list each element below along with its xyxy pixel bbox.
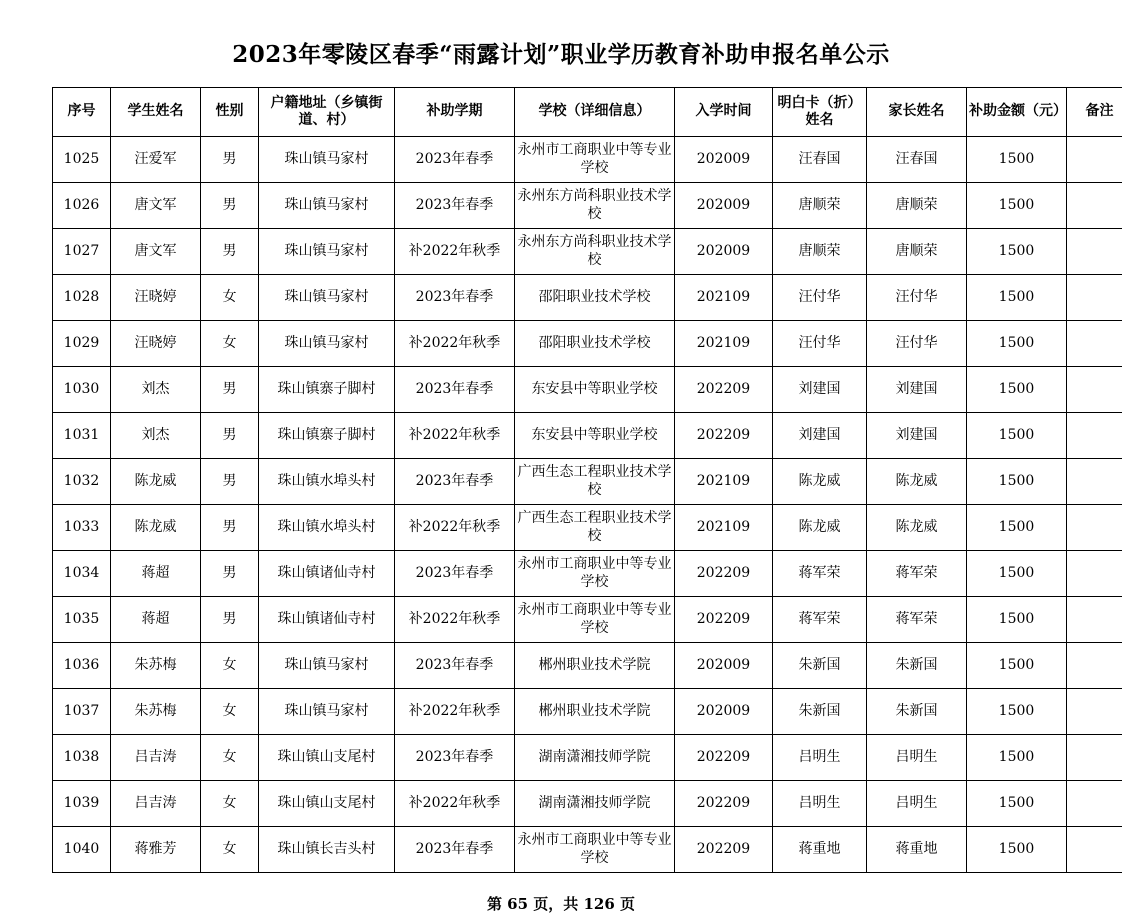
cell-student-name: 唐文军	[111, 183, 201, 229]
cell-amount: 1500	[967, 551, 1067, 597]
cell-term: 补2022年秋季	[395, 321, 515, 367]
cell-enrollment-time: 202209	[675, 551, 773, 597]
cell-gender: 女	[201, 321, 259, 367]
cell-address: 珠山镇寨子脚村	[259, 413, 395, 459]
cell-enrollment-time: 202209	[675, 735, 773, 781]
cell-school: 永州东方尚科职业技术学校	[515, 229, 675, 275]
cell-enrollment-time: 202009	[675, 643, 773, 689]
cell-gender: 男	[201, 597, 259, 643]
cell-index: 1038	[53, 735, 111, 781]
page-footer: 第 65 页，共 126 页	[0, 873, 1122, 914]
cell-address: 珠山镇长吉头村	[259, 827, 395, 873]
cell-student-name: 吕吉涛	[111, 781, 201, 827]
applicants-table	[52, 87, 1122, 873]
cell-address: 珠山镇马家村	[259, 229, 395, 275]
cell-index: 1030	[53, 367, 111, 413]
cell-school: 东安县中等职业学校	[515, 367, 675, 413]
cell-school: 永州东方尚科职业技术学校	[515, 183, 675, 229]
cell-term: 补2022年秋季	[395, 781, 515, 827]
cell-term: 2023年春季	[395, 643, 515, 689]
cell-card-name: 蒋军荣	[773, 551, 867, 597]
cell-enrollment-time: 202009	[675, 137, 773, 183]
cell-enrollment-time: 202109	[675, 275, 773, 321]
cell-amount: 1500	[967, 735, 1067, 781]
cell-parent-name: 吕明生	[867, 781, 967, 827]
cell-enrollment-time: 202209	[675, 827, 773, 873]
cell-parent-name: 刘建国	[867, 367, 967, 413]
cell-card-name: 汪付华	[773, 275, 867, 321]
column-header-card-name: 明白卡（折）姓名	[773, 88, 867, 137]
cell-gender: 男	[201, 413, 259, 459]
table-row	[53, 643, 1122, 689]
cell-gender: 男	[201, 183, 259, 229]
cell-parent-name: 唐顺荣	[867, 229, 967, 275]
table-row	[53, 229, 1122, 275]
cell-parent-name: 汪付华	[867, 275, 967, 321]
cell-gender: 女	[201, 275, 259, 321]
table-row	[53, 413, 1122, 459]
cell-amount: 1500	[967, 459, 1067, 505]
table-container	[0, 87, 1122, 873]
cell-remark	[1067, 229, 1122, 275]
cell-card-name: 刘建国	[773, 367, 867, 413]
cell-amount: 1500	[967, 413, 1067, 459]
page-title: 2023年零陵区春季“雨露计划”职业学历教育补助申报名单公示	[0, 0, 1122, 87]
cell-gender: 女	[201, 827, 259, 873]
cell-parent-name: 汪付华	[867, 321, 967, 367]
cell-term: 2023年春季	[395, 735, 515, 781]
cell-amount: 1500	[967, 827, 1067, 873]
cell-enrollment-time: 202109	[675, 459, 773, 505]
cell-index: 1039	[53, 781, 111, 827]
column-header-index: 序号	[53, 88, 111, 137]
column-header-amount: 补助金额（元）	[967, 88, 1067, 137]
cell-student-name: 刘杰	[111, 367, 201, 413]
cell-amount: 1500	[967, 597, 1067, 643]
cell-remark	[1067, 367, 1122, 413]
cell-index: 1025	[53, 137, 111, 183]
table-row	[53, 275, 1122, 321]
cell-index: 1036	[53, 643, 111, 689]
cell-term: 补2022年秋季	[395, 597, 515, 643]
cell-student-name: 汪晓婷	[111, 321, 201, 367]
cell-term: 补2022年秋季	[395, 689, 515, 735]
cell-index: 1029	[53, 321, 111, 367]
cell-term: 2023年春季	[395, 459, 515, 505]
cell-address: 珠山镇马家村	[259, 321, 395, 367]
cell-term: 2023年春季	[395, 275, 515, 321]
cell-school: 广西生态工程职业技术学校	[515, 459, 675, 505]
column-header-school: 学校（详细信息）	[515, 88, 675, 137]
cell-gender: 女	[201, 643, 259, 689]
cell-address: 珠山镇水埠头村	[259, 459, 395, 505]
column-header-parent-name: 家长姓名	[867, 88, 967, 137]
cell-enrollment-time: 202109	[675, 505, 773, 551]
table-row	[53, 689, 1122, 735]
cell-enrollment-time: 202109	[675, 321, 773, 367]
cell-school: 东安县中等职业学校	[515, 413, 675, 459]
cell-index: 1034	[53, 551, 111, 597]
cell-enrollment-time: 202209	[675, 597, 773, 643]
column-header-remark: 备注	[1067, 88, 1122, 137]
table-row	[53, 781, 1122, 827]
cell-card-name: 吕明生	[773, 735, 867, 781]
cell-remark	[1067, 459, 1122, 505]
cell-student-name: 朱苏梅	[111, 689, 201, 735]
cell-card-name: 朱新国	[773, 643, 867, 689]
cell-address: 珠山镇马家村	[259, 137, 395, 183]
cell-student-name: 汪晓婷	[111, 275, 201, 321]
cell-index: 1033	[53, 505, 111, 551]
table-row	[53, 321, 1122, 367]
cell-term: 2023年春季	[395, 367, 515, 413]
cell-address: 珠山镇诸仙寺村	[259, 597, 395, 643]
cell-school: 郴州职业技术学院	[515, 643, 675, 689]
cell-gender: 男	[201, 551, 259, 597]
cell-parent-name: 刘建国	[867, 413, 967, 459]
table-row	[53, 551, 1122, 597]
cell-card-name: 吕明生	[773, 781, 867, 827]
cell-student-name: 陈龙威	[111, 459, 201, 505]
cell-enrollment-time: 202009	[675, 689, 773, 735]
cell-amount: 1500	[967, 321, 1067, 367]
cell-amount: 1500	[967, 229, 1067, 275]
cell-amount: 1500	[967, 643, 1067, 689]
cell-card-name: 朱新国	[773, 689, 867, 735]
cell-address: 珠山镇水埠头村	[259, 505, 395, 551]
cell-enrollment-time: 202209	[675, 413, 773, 459]
cell-card-name: 唐顺荣	[773, 183, 867, 229]
table-row	[53, 597, 1122, 643]
cell-remark	[1067, 183, 1122, 229]
cell-term: 补2022年秋季	[395, 229, 515, 275]
cell-student-name: 蒋超	[111, 597, 201, 643]
cell-card-name: 陈龙威	[773, 459, 867, 505]
cell-gender: 男	[201, 367, 259, 413]
cell-remark	[1067, 551, 1122, 597]
column-header-gender: 性别	[201, 88, 259, 137]
cell-gender: 女	[201, 735, 259, 781]
cell-amount: 1500	[967, 275, 1067, 321]
cell-gender: 男	[201, 229, 259, 275]
cell-parent-name: 蒋军荣	[867, 597, 967, 643]
cell-parent-name: 唐顺荣	[867, 183, 967, 229]
cell-term: 2023年春季	[395, 551, 515, 597]
cell-amount: 1500	[967, 367, 1067, 413]
cell-remark	[1067, 275, 1122, 321]
table-row	[53, 827, 1122, 873]
cell-index: 1037	[53, 689, 111, 735]
cell-remark	[1067, 643, 1122, 689]
cell-parent-name: 朱新国	[867, 689, 967, 735]
cell-term: 2023年春季	[395, 183, 515, 229]
cell-card-name: 陈龙威	[773, 505, 867, 551]
cell-student-name: 蒋雅芳	[111, 827, 201, 873]
cell-card-name: 唐顺荣	[773, 229, 867, 275]
table-row	[53, 459, 1122, 505]
cell-remark	[1067, 827, 1122, 873]
cell-address: 珠山镇寨子脚村	[259, 367, 395, 413]
cell-remark	[1067, 413, 1122, 459]
table-row	[53, 505, 1122, 551]
cell-enrollment-time: 202009	[675, 229, 773, 275]
cell-remark	[1067, 689, 1122, 735]
cell-index: 1026	[53, 183, 111, 229]
cell-school: 永州市工商职业中等专业学校	[515, 597, 675, 643]
cell-student-name: 汪爱军	[111, 137, 201, 183]
cell-address: 珠山镇马家村	[259, 643, 395, 689]
cell-address: 珠山镇马家村	[259, 275, 395, 321]
cell-remark	[1067, 735, 1122, 781]
cell-index: 1032	[53, 459, 111, 505]
cell-school: 永州市工商职业中等专业学校	[515, 137, 675, 183]
cell-card-name: 汪付华	[773, 321, 867, 367]
cell-remark	[1067, 505, 1122, 551]
cell-parent-name: 蒋重地	[867, 827, 967, 873]
cell-parent-name: 陈龙威	[867, 505, 967, 551]
cell-student-name: 唐文军	[111, 229, 201, 275]
cell-card-name: 蒋重地	[773, 827, 867, 873]
cell-term: 2023年春季	[395, 827, 515, 873]
cell-remark	[1067, 321, 1122, 367]
cell-gender: 女	[201, 689, 259, 735]
cell-student-name: 刘杰	[111, 413, 201, 459]
column-header-term: 补助学期	[395, 88, 515, 137]
cell-student-name: 蒋超	[111, 551, 201, 597]
cell-parent-name: 蒋军荣	[867, 551, 967, 597]
cell-school: 永州市工商职业中等专业学校	[515, 827, 675, 873]
cell-parent-name: 陈龙威	[867, 459, 967, 505]
column-header-enrollment-time: 入学时间	[675, 88, 773, 137]
cell-enrollment-time: 202209	[675, 367, 773, 413]
cell-gender: 女	[201, 781, 259, 827]
cell-amount: 1500	[967, 781, 1067, 827]
cell-card-name: 汪春国	[773, 137, 867, 183]
cell-card-name: 蒋军荣	[773, 597, 867, 643]
cell-term: 2023年春季	[395, 137, 515, 183]
column-header-address: 户籍地址（乡镇街道、村）	[259, 88, 395, 137]
cell-term: 补2022年秋季	[395, 505, 515, 551]
cell-enrollment-time: 202009	[675, 183, 773, 229]
cell-amount: 1500	[967, 137, 1067, 183]
table-header	[53, 88, 1122, 137]
cell-enrollment-time: 202209	[675, 781, 773, 827]
cell-index: 1027	[53, 229, 111, 275]
cell-amount: 1500	[967, 183, 1067, 229]
cell-school: 广西生态工程职业技术学校	[515, 505, 675, 551]
cell-remark	[1067, 137, 1122, 183]
cell-address: 珠山镇诸仙寺村	[259, 551, 395, 597]
cell-address: 珠山镇山支尾村	[259, 781, 395, 827]
cell-index: 1028	[53, 275, 111, 321]
cell-school: 湖南潇湘技师学院	[515, 735, 675, 781]
cell-school: 邵阳职业技术学校	[515, 275, 675, 321]
column-header-student-name: 学生姓名	[111, 88, 201, 137]
cell-index: 1040	[53, 827, 111, 873]
cell-remark	[1067, 781, 1122, 827]
table-header-row	[53, 88, 1122, 137]
cell-school: 邵阳职业技术学校	[515, 321, 675, 367]
table-row	[53, 137, 1122, 183]
table-row	[53, 367, 1122, 413]
cell-index: 1031	[53, 413, 111, 459]
table-row	[53, 735, 1122, 781]
cell-remark	[1067, 597, 1122, 643]
cell-school: 永州市工商职业中等专业学校	[515, 551, 675, 597]
cell-parent-name: 吕明生	[867, 735, 967, 781]
table-body	[53, 137, 1122, 873]
cell-address: 珠山镇山支尾村	[259, 735, 395, 781]
cell-parent-name: 汪春国	[867, 137, 967, 183]
cell-student-name: 陈龙威	[111, 505, 201, 551]
cell-student-name: 吕吉涛	[111, 735, 201, 781]
cell-parent-name: 朱新国	[867, 643, 967, 689]
cell-gender: 男	[201, 137, 259, 183]
cell-card-name: 刘建国	[773, 413, 867, 459]
cell-student-name: 朱苏梅	[111, 643, 201, 689]
cell-gender: 男	[201, 505, 259, 551]
cell-amount: 1500	[967, 689, 1067, 735]
cell-school: 湖南潇湘技师学院	[515, 781, 675, 827]
cell-gender: 男	[201, 459, 259, 505]
cell-amount: 1500	[967, 505, 1067, 551]
cell-school: 郴州职业技术学院	[515, 689, 675, 735]
cell-address: 珠山镇马家村	[259, 689, 395, 735]
cell-index: 1035	[53, 597, 111, 643]
cell-address: 珠山镇马家村	[259, 183, 395, 229]
cell-term: 补2022年秋季	[395, 413, 515, 459]
table-row	[53, 183, 1122, 229]
